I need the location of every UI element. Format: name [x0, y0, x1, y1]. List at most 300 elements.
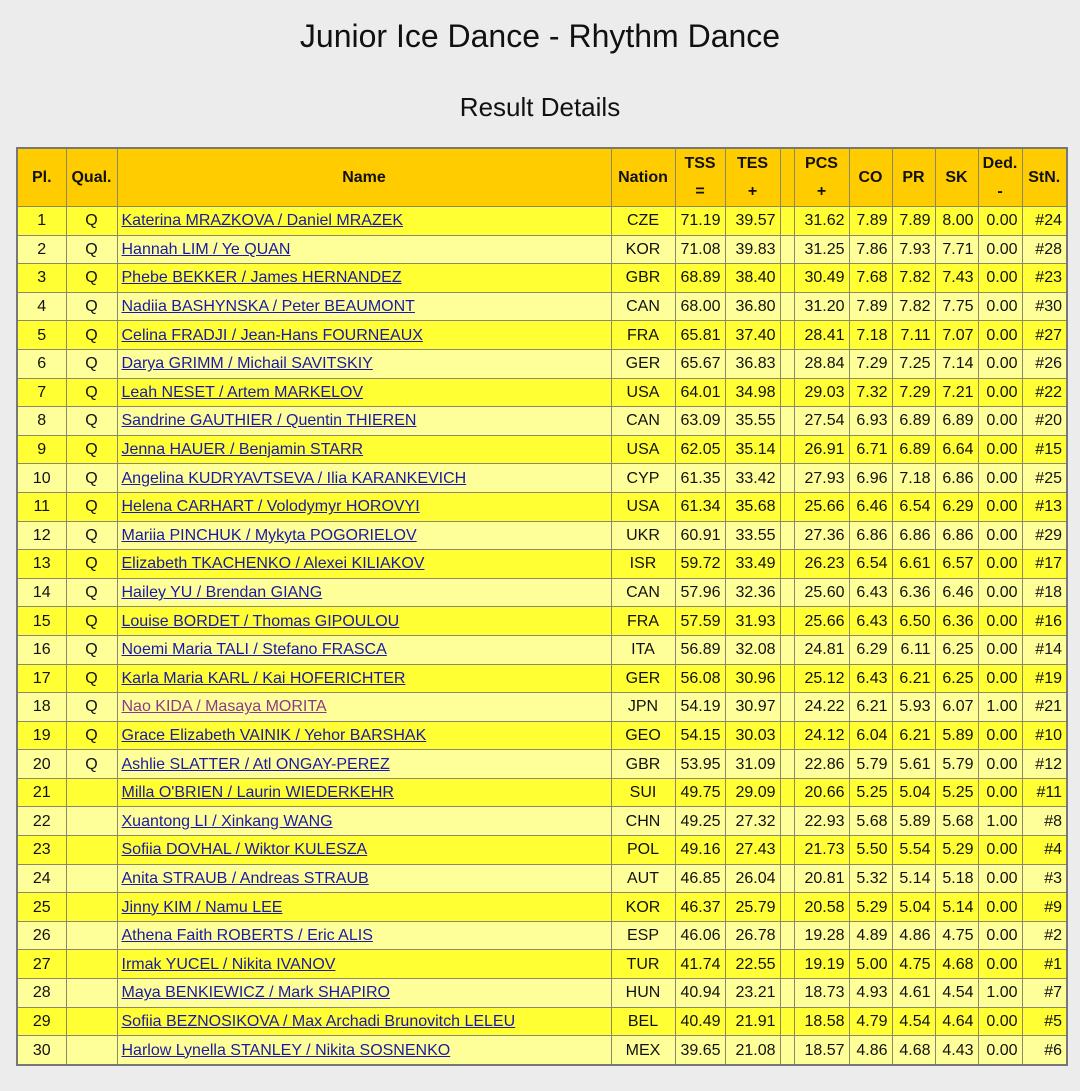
ded-cell: 0.00 — [978, 1036, 1022, 1065]
place-cell: 17 — [17, 664, 66, 693]
place-cell: 15 — [17, 607, 66, 636]
tss-cell: 68.00 — [675, 292, 725, 321]
place-cell: 27 — [17, 950, 66, 979]
skater-link[interactable]: Celina FRADJI / Jean-Hans FOURNEAUX — [121, 326, 423, 344]
stn-cell: #12 — [1022, 750, 1067, 779]
col-header-sk: SK — [935, 148, 978, 207]
pcs-cell: 27.54 — [794, 407, 849, 436]
tss-label: TSS — [684, 154, 716, 172]
skater-link[interactable]: Elizabeth TKACHENKO / Alexei KILIAKOV — [121, 555, 425, 573]
qual-cell: Q — [66, 321, 117, 350]
pcs-cell: 25.66 — [794, 607, 849, 636]
name-cell — [117, 264, 611, 293]
skater-link[interactable]: Darya GRIMM / Michail SAVITSKIY — [121, 355, 373, 373]
table-row — [17, 1007, 1067, 1036]
sk-cell: 5.29 — [935, 836, 978, 865]
stn-cell: #3 — [1022, 864, 1067, 893]
pr-cell: 4.86 — [892, 921, 935, 950]
tss-cell: 60.91 — [675, 521, 725, 550]
pcs-cell: 27.93 — [794, 464, 849, 493]
qual-cell — [66, 1007, 117, 1036]
table-row — [17, 235, 1067, 264]
spacer-cell — [780, 407, 794, 436]
stn-cell: #24 — [1022, 207, 1067, 236]
qual-cell: Q — [66, 292, 117, 321]
skater-link[interactable]: Irmak YUCEL / Nikita IVANOV — [121, 955, 336, 973]
col-header-place: Pl. — [17, 148, 66, 207]
tss-symbol: = — [695, 182, 705, 200]
result-details-heading: Result Details — [459, 92, 621, 122]
name-cell — [117, 207, 611, 236]
ded-symbol: - — [997, 182, 1003, 200]
co-cell: 5.79 — [849, 750, 892, 779]
skater-link[interactable]: Sandrine GAUTHIER / Quentin THIEREN — [121, 412, 417, 430]
skater-link[interactable]: Anita STRAUB / Andreas STRAUB — [121, 869, 369, 887]
name-cell — [117, 721, 611, 750]
spacer-cell — [780, 578, 794, 607]
tes-cell: 34.98 — [725, 378, 780, 407]
pr-cell: 7.93 — [892, 235, 935, 264]
name-cell — [117, 578, 611, 607]
sk-cell: 6.64 — [935, 435, 978, 464]
tes-cell: 35.68 — [725, 492, 780, 521]
name-cell — [117, 807, 611, 836]
stn-cell: #5 — [1022, 1007, 1067, 1036]
tes-cell: 26.78 — [725, 921, 780, 950]
place-cell: 12 — [17, 521, 66, 550]
stn-cell: #18 — [1022, 578, 1067, 607]
nation-cell: KOR — [611, 235, 675, 264]
sk-cell: 7.07 — [935, 321, 978, 350]
nation-cell: FRA — [611, 607, 675, 636]
tss-cell: 64.01 — [675, 378, 725, 407]
skater-link[interactable]: Leah NESET / Artem MARKELOV — [121, 383, 364, 401]
pcs-cell: 26.91 — [794, 435, 849, 464]
tss-cell: 61.35 — [675, 464, 725, 493]
ded-cell: 0.00 — [978, 836, 1022, 865]
stn-cell: #7 — [1022, 979, 1067, 1008]
pr-cell: 6.11 — [892, 635, 935, 664]
tss-cell: 68.89 — [675, 264, 725, 293]
tss-cell: 53.95 — [675, 750, 725, 779]
sk-cell: 6.25 — [935, 635, 978, 664]
tss-cell: 46.06 — [675, 921, 725, 950]
name-cell — [117, 321, 611, 350]
skater-link[interactable]: Maya BENKIEWICZ / Mark SHAPIRO — [121, 984, 390, 1002]
qual-cell: Q — [66, 435, 117, 464]
ded-label: Ded. — [982, 154, 1018, 172]
stn-cell: #8 — [1022, 807, 1067, 836]
sk-cell: 5.25 — [935, 778, 978, 807]
sk-cell: 7.75 — [935, 292, 978, 321]
name-cell — [117, 864, 611, 893]
stn-cell: #29 — [1022, 521, 1067, 550]
name-cell — [117, 464, 611, 493]
place-cell: 4 — [17, 292, 66, 321]
table-row — [17, 349, 1067, 378]
ded-cell: 0.00 — [978, 378, 1022, 407]
sk-cell: 5.18 — [935, 864, 978, 893]
sk-cell: 7.43 — [935, 264, 978, 293]
sk-cell: 4.64 — [935, 1007, 978, 1036]
skater-link[interactable]: Sofiia BEZNOSIKOVA / Max Archadi Brunovitch LELEU — [121, 1012, 516, 1030]
pcs-cell: 22.93 — [794, 807, 849, 836]
co-cell: 7.32 — [849, 378, 892, 407]
tss-cell: 49.25 — [675, 807, 725, 836]
table-row — [17, 292, 1067, 321]
qual-cell: Q — [66, 521, 117, 550]
name-cell — [117, 435, 611, 464]
place-cell: 30 — [17, 1036, 66, 1065]
nation-cell: CYP — [611, 464, 675, 493]
stn-cell: #15 — [1022, 435, 1067, 464]
skater-link[interactable]: Hannah LIM / Ye QUAN — [121, 240, 291, 258]
co-cell: 5.68 — [849, 807, 892, 836]
spacer-cell — [780, 921, 794, 950]
qual-cell: Q — [66, 635, 117, 664]
co-cell: 6.54 — [849, 550, 892, 579]
co-cell: 5.00 — [849, 950, 892, 979]
stn-cell: #4 — [1022, 836, 1067, 865]
spacer-cell — [780, 778, 794, 807]
pr-cell: 6.89 — [892, 435, 935, 464]
name-cell — [117, 1036, 611, 1065]
pr-cell: 6.61 — [892, 550, 935, 579]
co-cell: 5.29 — [849, 893, 892, 922]
pcs-cell: 28.84 — [794, 349, 849, 378]
tes-cell: 37.40 — [725, 321, 780, 350]
ded-cell: 0.00 — [978, 321, 1022, 350]
co-cell: 4.89 — [849, 921, 892, 950]
stn-cell: #6 — [1022, 1036, 1067, 1065]
skater-link[interactable]: Noemi Maria TALI / Stefano FRASCA — [121, 641, 387, 659]
tes-cell: 21.08 — [725, 1036, 780, 1065]
spacer-cell — [780, 750, 794, 779]
place-cell: 18 — [17, 693, 66, 722]
skater-link[interactable]: Nao KIDA / Masaya MORITA — [121, 698, 327, 716]
qual-cell — [66, 921, 117, 950]
name-cell — [117, 1007, 611, 1036]
spacer-cell — [780, 264, 794, 293]
name-cell — [117, 235, 611, 264]
skater-link[interactable]: Karla Maria KARL / Kai HOFERICHTER — [121, 669, 406, 687]
sk-cell: 6.57 — [935, 550, 978, 579]
place-cell: 14 — [17, 578, 66, 607]
place-cell: 26 — [17, 921, 66, 950]
col-header-pcs — [794, 148, 849, 207]
qual-cell — [66, 979, 117, 1008]
qual-cell: Q — [66, 750, 117, 779]
spacer-cell — [780, 492, 794, 521]
spacer-cell — [780, 435, 794, 464]
table-row — [17, 435, 1067, 464]
co-cell: 6.96 — [849, 464, 892, 493]
pr-cell: 7.29 — [892, 378, 935, 407]
sk-cell: 7.21 — [935, 378, 978, 407]
pr-cell: 4.68 — [892, 1036, 935, 1065]
sk-cell: 5.68 — [935, 807, 978, 836]
ded-cell: 0.00 — [978, 635, 1022, 664]
pcs-cell: 19.19 — [794, 950, 849, 979]
pcs-cell: 25.12 — [794, 664, 849, 693]
sk-cell: 6.29 — [935, 492, 978, 521]
sk-cell: 8.00 — [935, 207, 978, 236]
skater-link[interactable]: Ashlie SLATTER / Atl ONGAY-PEREZ — [121, 755, 390, 773]
place-cell: 24 — [17, 864, 66, 893]
stn-cell: #27 — [1022, 321, 1067, 350]
name-cell — [117, 521, 611, 550]
stn-cell: #20 — [1022, 407, 1067, 436]
nation-cell: AUT — [611, 864, 675, 893]
tes-label: TES — [736, 154, 769, 172]
spacer-cell — [780, 321, 794, 350]
skater-link[interactable]: Athena Faith ROBERTS / Eric ALIS — [121, 927, 373, 945]
sk-cell: 5.89 — [935, 721, 978, 750]
place-cell: 6 — [17, 349, 66, 378]
tes-cell: 30.03 — [725, 721, 780, 750]
name-cell — [117, 550, 611, 579]
stn-cell: #23 — [1022, 264, 1067, 293]
place-cell: 1 — [17, 207, 66, 236]
qual-cell — [66, 807, 117, 836]
spacer-cell — [780, 893, 794, 922]
qual-cell — [66, 893, 117, 922]
pr-cell: 6.54 — [892, 492, 935, 521]
skater-link[interactable]: Harlow Lynella STANLEY / Nikita SOSNENKO — [121, 1041, 451, 1059]
ded-cell: 0.00 — [978, 264, 1022, 293]
pr-cell: 4.75 — [892, 950, 935, 979]
place-cell: 20 — [17, 750, 66, 779]
col-header-pr: PR — [892, 148, 935, 207]
stn-cell: #30 — [1022, 292, 1067, 321]
nation-cell: GBR — [611, 750, 675, 779]
skater-link[interactable]: Mariia PINCHUK / Mykyta POGORIELOV — [121, 526, 417, 544]
spacer-cell — [780, 235, 794, 264]
pcs-label: PCS — [805, 154, 838, 172]
ded-cell: 0.00 — [978, 235, 1022, 264]
tes-cell: 32.08 — [725, 635, 780, 664]
ded-cell: 0.00 — [978, 921, 1022, 950]
nation-cell: SUI — [611, 778, 675, 807]
place-cell: 8 — [17, 407, 66, 436]
tes-cell: 33.42 — [725, 464, 780, 493]
nation-cell: FRA — [611, 321, 675, 350]
tes-cell: 35.55 — [725, 407, 780, 436]
place-cell: 29 — [17, 1007, 66, 1036]
co-cell: 6.43 — [849, 607, 892, 636]
pr-cell: 6.89 — [892, 407, 935, 436]
pcs-cell: 25.60 — [794, 578, 849, 607]
place-cell: 22 — [17, 807, 66, 836]
pcs-cell: 20.58 — [794, 893, 849, 922]
stn-cell: #16 — [1022, 607, 1067, 636]
pcs-cell: 30.49 — [794, 264, 849, 293]
tes-cell: 22.55 — [725, 950, 780, 979]
place-cell: 10 — [17, 464, 66, 493]
nation-cell: POL — [611, 836, 675, 865]
page-title: Junior Ice Dance - Rhythm Dance — [299, 18, 781, 54]
pr-cell: 7.82 — [892, 292, 935, 321]
tss-cell: 40.94 — [675, 979, 725, 1008]
table-row — [17, 464, 1067, 493]
sk-cell: 6.36 — [935, 607, 978, 636]
qual-cell: Q — [66, 407, 117, 436]
spacer-cell — [780, 836, 794, 865]
co-cell: 6.29 — [849, 635, 892, 664]
table-row — [17, 607, 1067, 636]
tss-cell: 71.19 — [675, 207, 725, 236]
skater-link[interactable]: Hailey YU / Brendan GIANG — [121, 584, 323, 602]
spacer-cell — [780, 664, 794, 693]
ded-cell: 0.00 — [978, 407, 1022, 436]
skater-link[interactable]: Grace Elizabeth VAINIK / Yehor BARSHAK — [121, 726, 427, 744]
pr-cell: 5.89 — [892, 807, 935, 836]
pr-cell: 5.93 — [892, 693, 935, 722]
tss-cell: 62.05 — [675, 435, 725, 464]
pr-cell: 6.21 — [892, 664, 935, 693]
skater-link[interactable]: Sofiia DOVHAL / Wiktor KULESZA — [121, 841, 368, 859]
spacer-cell — [780, 807, 794, 836]
tes-cell: 31.09 — [725, 750, 780, 779]
tss-cell: 54.15 — [675, 721, 725, 750]
tss-cell: 54.19 — [675, 693, 725, 722]
stn-cell: #22 — [1022, 378, 1067, 407]
name-cell — [117, 921, 611, 950]
nation-cell: GBR — [611, 264, 675, 293]
pcs-cell: 31.20 — [794, 292, 849, 321]
ded-cell: 1.00 — [978, 693, 1022, 722]
pr-cell: 7.82 — [892, 264, 935, 293]
name-cell — [117, 693, 611, 722]
ded-cell: 0.00 — [978, 292, 1022, 321]
ded-cell: 0.00 — [978, 464, 1022, 493]
co-cell: 5.32 — [849, 864, 892, 893]
ded-cell: 0.00 — [978, 349, 1022, 378]
nation-cell: TUR — [611, 950, 675, 979]
skater-link[interactable]: Jenna HAUER / Benjamin STARR — [121, 441, 364, 459]
table-row — [17, 750, 1067, 779]
tes-cell: 29.09 — [725, 778, 780, 807]
co-cell: 4.93 — [849, 979, 892, 1008]
col-header-tss — [675, 148, 725, 207]
results-table — [16, 147, 1068, 1066]
pcs-cell: 24.12 — [794, 721, 849, 750]
tes-cell: 23.21 — [725, 979, 780, 1008]
pcs-cell: 25.66 — [794, 492, 849, 521]
skater-link[interactable]: Louise BORDET / Thomas GIPOULOU — [121, 612, 400, 630]
spacer-cell — [780, 464, 794, 493]
pcs-cell: 20.66 — [794, 778, 849, 807]
ded-cell: 0.00 — [978, 607, 1022, 636]
co-cell: 7.68 — [849, 264, 892, 293]
table-row — [17, 693, 1067, 722]
table-row — [17, 492, 1067, 521]
table-row — [17, 921, 1067, 950]
skater-link[interactable]: Katerina MRAZKOVA / Daniel MRAZEK — [121, 212, 404, 230]
tss-cell: 49.16 — [675, 836, 725, 865]
tss-cell: 71.08 — [675, 235, 725, 264]
qual-cell: Q — [66, 264, 117, 293]
spacer-cell — [780, 1036, 794, 1065]
nation-cell: CAN — [611, 407, 675, 436]
table-row — [17, 893, 1067, 922]
ded-cell: 0.00 — [978, 207, 1022, 236]
name-cell — [117, 292, 611, 321]
co-cell: 7.86 — [849, 235, 892, 264]
table-row — [17, 836, 1067, 865]
sk-cell: 4.68 — [935, 950, 978, 979]
skater-link[interactable]: Jinny KIM / Namu LEE — [121, 898, 283, 916]
qual-cell — [66, 836, 117, 865]
tes-cell: 36.83 — [725, 349, 780, 378]
table-row — [17, 635, 1067, 664]
table-row — [17, 521, 1067, 550]
spacer-cell — [780, 550, 794, 579]
qual-cell: Q — [66, 349, 117, 378]
qual-cell — [66, 778, 117, 807]
skater-link[interactable]: Angelina KUDRYAVTSEVA / Ilia KARANKEVICH — [121, 469, 467, 487]
ded-cell: 0.00 — [978, 435, 1022, 464]
tss-cell: 39.65 — [675, 1036, 725, 1065]
pr-cell: 7.25 — [892, 349, 935, 378]
name-cell — [117, 349, 611, 378]
co-cell: 4.86 — [849, 1036, 892, 1065]
pcs-cell: 31.62 — [794, 207, 849, 236]
nation-cell: GEO — [611, 721, 675, 750]
pr-cell: 5.04 — [892, 893, 935, 922]
col-header-co: CO — [849, 148, 892, 207]
pcs-cell: 18.58 — [794, 1007, 849, 1036]
skater-link[interactable]: Milla O'BRIEN / Laurin WIEDERKEHR — [121, 784, 394, 802]
skater-link[interactable]: Helena CARHART / Volodymyr HOROVYI — [121, 498, 420, 516]
skater-link[interactable]: Xuantong LI / Xinkang WANG — [121, 812, 333, 830]
co-cell: 5.25 — [849, 778, 892, 807]
ded-cell: 0.00 — [978, 521, 1022, 550]
pcs-cell: 22.86 — [794, 750, 849, 779]
tes-cell: 36.80 — [725, 292, 780, 321]
stn-cell: #19 — [1022, 664, 1067, 693]
pcs-cell: 18.73 — [794, 979, 849, 1008]
name-cell — [117, 407, 611, 436]
tss-cell: 46.85 — [675, 864, 725, 893]
tes-cell: 30.97 — [725, 693, 780, 722]
co-cell: 6.43 — [849, 664, 892, 693]
nation-cell: CAN — [611, 578, 675, 607]
pr-cell: 7.11 — [892, 321, 935, 350]
skater-link[interactable]: Phebe BEKKER / James HERNANDEZ — [121, 269, 402, 287]
qual-cell: Q — [66, 607, 117, 636]
qual-cell — [66, 1036, 117, 1065]
tss-cell: 40.49 — [675, 1007, 725, 1036]
ded-cell: 0.00 — [978, 864, 1022, 893]
pr-cell: 6.86 — [892, 521, 935, 550]
sk-cell: 4.75 — [935, 921, 978, 950]
skater-link[interactable]: Nadiia BASHYNSKA / Peter BEAUMONT — [121, 298, 415, 316]
name-cell — [117, 492, 611, 521]
table-row — [17, 207, 1067, 236]
pr-cell: 6.21 — [892, 721, 935, 750]
spacer-cell — [780, 1007, 794, 1036]
co-cell: 6.21 — [849, 693, 892, 722]
tes-symbol: + — [747, 182, 758, 200]
place-cell: 3 — [17, 264, 66, 293]
table-row — [17, 664, 1067, 693]
tss-cell: 57.59 — [675, 607, 725, 636]
tss-cell: 56.08 — [675, 664, 725, 693]
tes-cell: 33.55 — [725, 521, 780, 550]
spacer-cell — [780, 521, 794, 550]
name-cell — [117, 607, 611, 636]
